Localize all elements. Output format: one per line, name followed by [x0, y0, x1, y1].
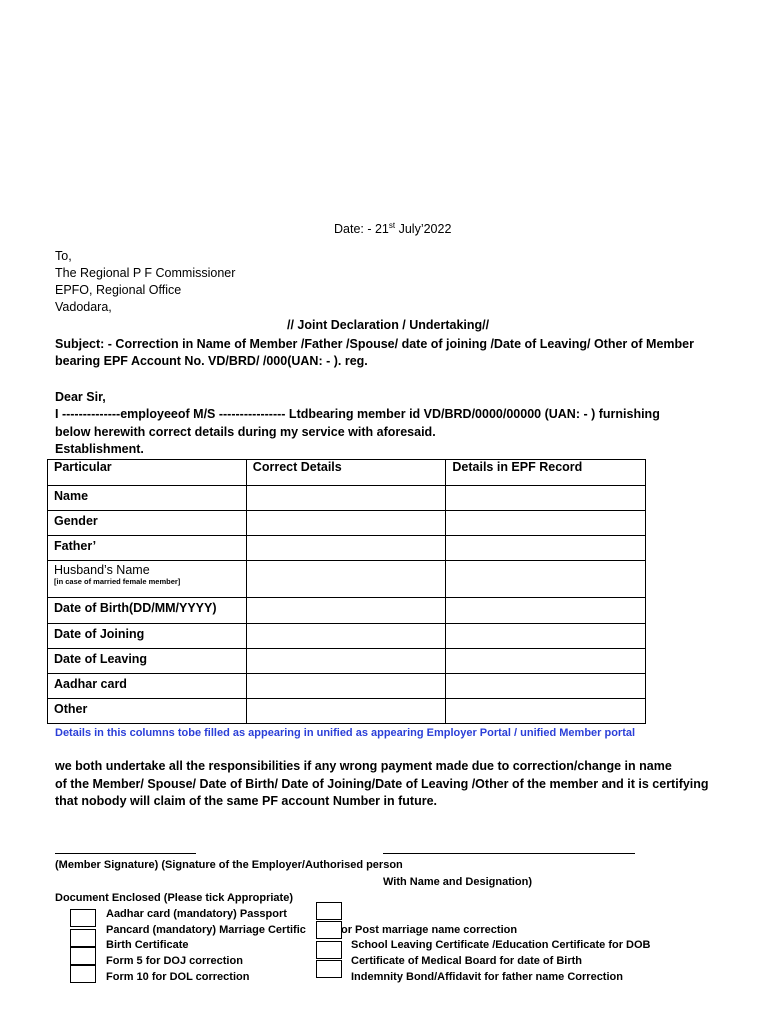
body-line-2: below herewith correct details during my service with aforesaid.: [55, 425, 436, 439]
cell-epf-husband[interactable]: [446, 561, 646, 598]
row-label-other: Other: [48, 699, 247, 724]
address-recipient: The Regional P F Commissioner: [55, 266, 236, 280]
undertaking-line-2: of the Member/ Spouse/ Date of Birth/ Date of Joining/Date of Leaving /Other of the member and it is certifying: [55, 777, 709, 791]
checkbox-passport[interactable]: [316, 902, 342, 920]
checkbox-school-leaving[interactable]: [316, 941, 342, 959]
husband-name-label: Husband’s Name: [54, 563, 150, 577]
table-row: [48, 674, 646, 699]
signature-designation: With Name and Designation): [383, 876, 533, 888]
table-header-row: [48, 460, 646, 486]
cell-correct-husband[interactable]: [246, 561, 446, 598]
row-label-doj: Date of Joining: [48, 624, 247, 649]
cell-epf-doj[interactable]: [446, 624, 646, 649]
document-heading: // Joint Declaration / Undertaking//: [287, 318, 490, 332]
doc-form10: Form 10 for DOL correction: [106, 971, 250, 983]
table-row: [48, 624, 646, 649]
salutation: Dear Sir,: [55, 390, 106, 404]
row-label-aadhar: Aadhar card: [48, 674, 247, 699]
cell-epf-other[interactable]: [446, 699, 646, 724]
employer-signature-line: [383, 853, 635, 854]
member-signature-line: [55, 853, 196, 854]
header-particular: Particular: [48, 460, 247, 486]
doc-form5: Form 5 for DOJ correction: [106, 955, 243, 967]
body-line-1: I --------------employeeof M/S ---------------- Ltdbearing member id VD/BRD/0000/00000 (UAN: - ) furnishing: [55, 407, 660, 421]
header-correct-details: Correct Details: [246, 460, 446, 486]
address-city: Vadodara,: [55, 300, 112, 314]
row-label-name: Name: [48, 486, 247, 511]
signature-labels: (Member Signature) (Signature of the Employer/Authorised person: [55, 859, 403, 871]
row-label-gender: Gender: [48, 511, 247, 536]
letter-date: Date: - 21st July’2022: [334, 220, 452, 236]
cell-epf-dob[interactable]: [446, 598, 646, 624]
doc-birth-certificate: Birth Certificate: [106, 939, 189, 951]
doc-pancard-marriage: Pancard (mandatory) Marriage Certific: [106, 924, 306, 936]
subject-line-1: Subject: - Correction in Name of Member /Father /Spouse/ date of joining /Date of Leaving/ Other of Member: [55, 337, 694, 351]
cell-correct-dob[interactable]: [246, 598, 446, 624]
cell-epf-gender[interactable]: [446, 511, 646, 536]
address-to: To,: [55, 249, 72, 263]
husband-name-note: [in case of married female member]: [54, 577, 181, 586]
cell-correct-aadhar[interactable]: [246, 674, 446, 699]
details-table: [47, 459, 646, 724]
table-row: [48, 511, 646, 536]
body-line-3: Establishment.: [55, 442, 144, 456]
checkbox-pancard-marriage[interactable]: [70, 929, 96, 947]
undertaking-line-1: we both undertake all the responsibilities if any wrong payment made due to correction/change in name: [55, 759, 672, 773]
cell-correct-name[interactable]: [246, 486, 446, 511]
table-row: [48, 561, 646, 598]
doc-indemnity-bond: Indemnity Bond/Affidavit for father name Correction: [351, 971, 623, 983]
cell-correct-father[interactable]: [246, 536, 446, 561]
subject-line-2: bearing EPF Account No. VD/BRD/ /000(UAN: - ). reg.: [55, 354, 368, 368]
row-label-dob: Date of Birth(DD/MM/YYYY): [48, 598, 247, 624]
checkbox-marriage-certificate[interactable]: [316, 921, 342, 939]
doc-aadhar-passport: Aadhar card (mandatory) Passport: [106, 908, 287, 920]
row-label-husband: [48, 561, 247, 598]
table-row: [48, 536, 646, 561]
doc-school-leaving: School Leaving Certificate /Education Certificate for DOB: [351, 939, 651, 951]
cell-correct-doj[interactable]: [246, 624, 446, 649]
doc-post-marriage: or Post marriage name correction: [341, 924, 518, 936]
table-row: [48, 486, 646, 511]
row-label-father: Father’: [48, 536, 247, 561]
checkbox-medical-board[interactable]: [316, 960, 342, 978]
address-office: EPFO, Regional Office: [55, 283, 182, 297]
cell-correct-other[interactable]: [246, 699, 446, 724]
table-row: [48, 598, 646, 624]
cell-epf-aadhar[interactable]: [446, 674, 646, 699]
cell-correct-dol[interactable]: [246, 649, 446, 674]
table-note: Details in this columns tobe filled as appearing in unified as appearing Employer Portal / unified Member portal: [55, 727, 636, 739]
checkbox-birth-certificate[interactable]: [70, 947, 96, 965]
checkbox-form5[interactable]: [70, 965, 96, 983]
cell-epf-name[interactable]: [446, 486, 646, 511]
cell-correct-gender[interactable]: [246, 511, 446, 536]
table-row: [48, 649, 646, 674]
cell-epf-dol[interactable]: [446, 649, 646, 674]
doc-medical-board: Certificate of Medical Board for date of Birth: [351, 955, 583, 967]
checkbox-aadhar-passport[interactable]: [70, 909, 96, 927]
cell-epf-father[interactable]: [446, 536, 646, 561]
table-row: [48, 699, 646, 724]
undertaking-line-3: that nobody will claim of the same PF account Number in future.: [55, 794, 437, 808]
header-epf-record: Details in EPF Record: [446, 460, 646, 486]
row-label-dol: Date of Leaving: [48, 649, 247, 674]
documents-title: Document Enclosed (Please tick Appropriate): [55, 892, 293, 904]
